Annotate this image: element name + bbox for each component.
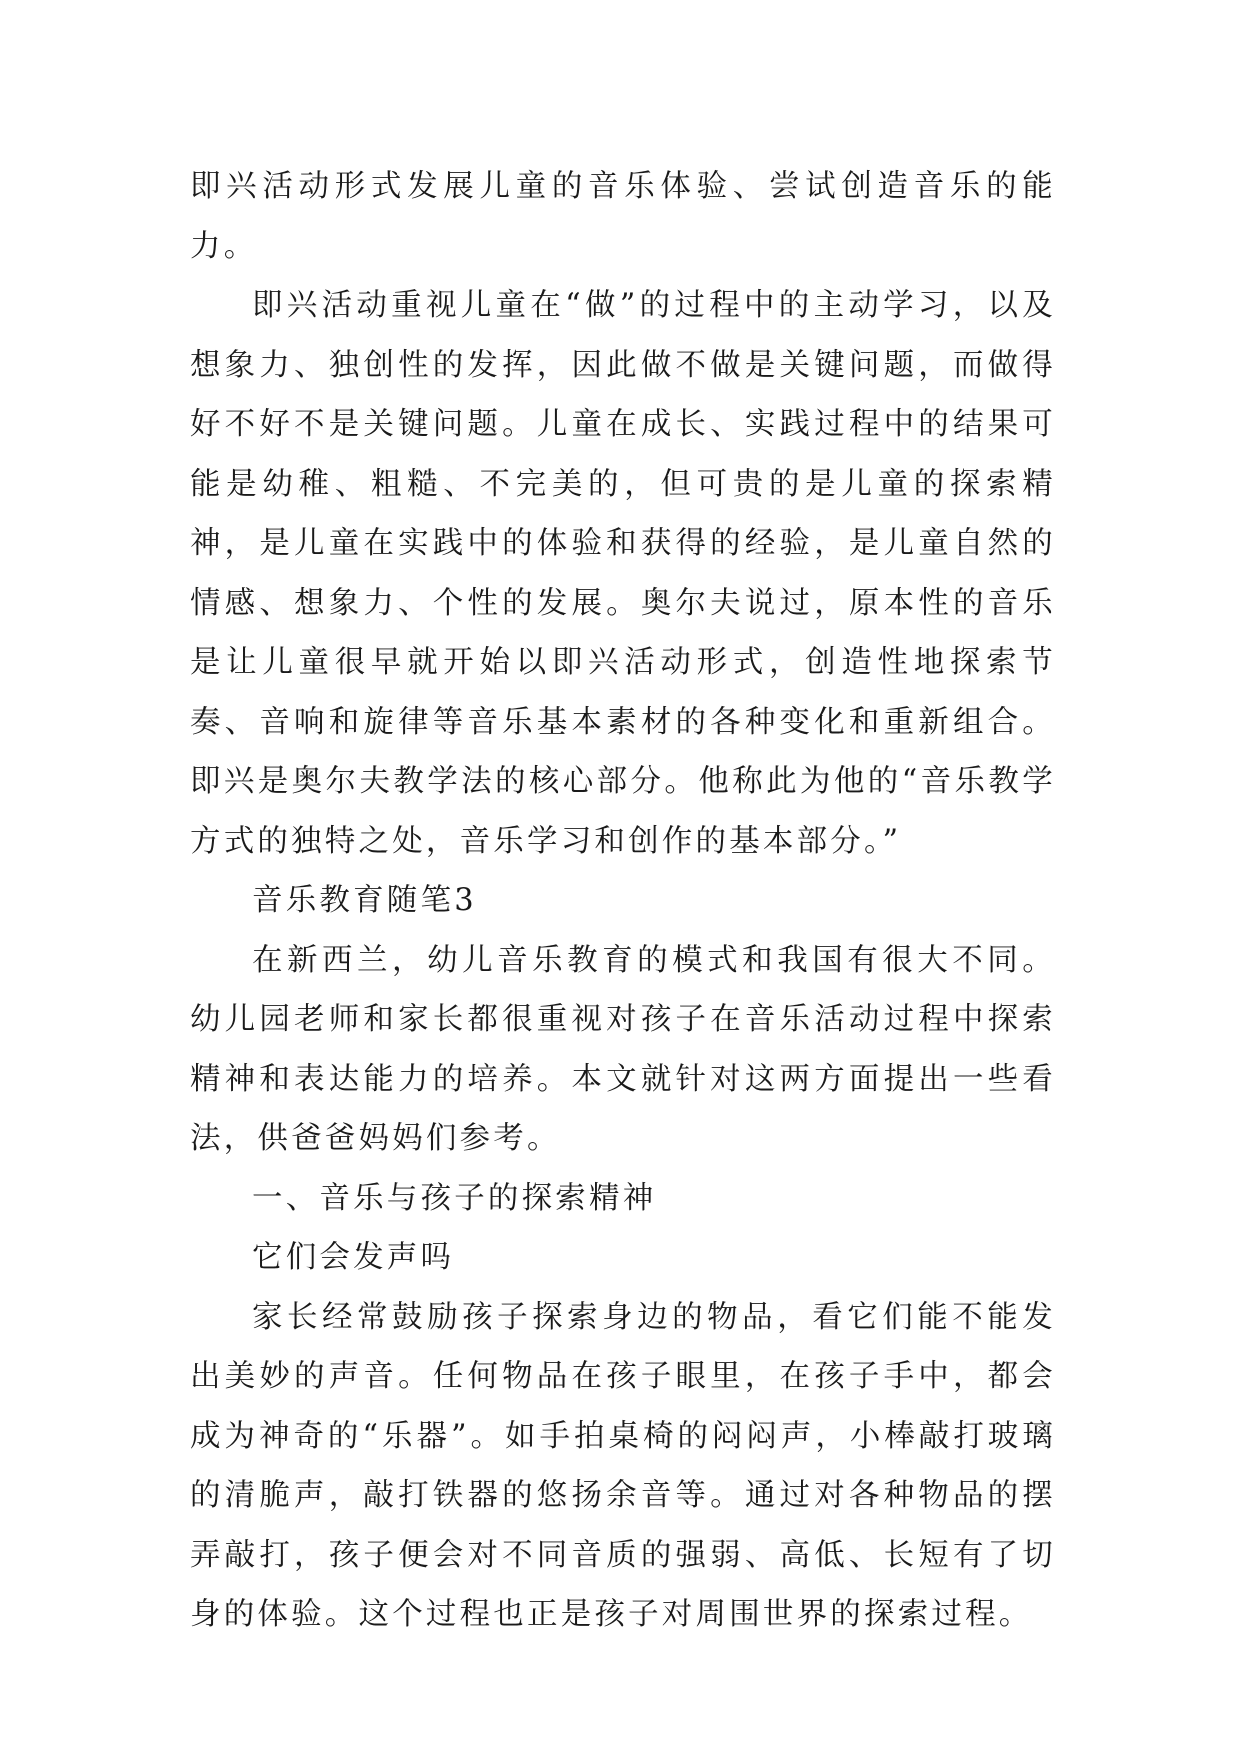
paragraph-new-zealand: 在新西兰，幼儿音乐教育的模式和我国有很大不同。幼儿园老师和家长都很重视对孩子在音乐活动过程中探索精神和表达能力的培养。本文就针对这两方面提出一些看法，供爸爸妈妈们参考。	[190, 942, 1056, 1156]
paragraph-improvisation: 即兴活动重视儿童在“做”的过程中的主动学习，以及想象力、独创性的发挥，因此做不做是关键问题，而做得好不好不是关键问题。儿童在成长、实践过程中的结果可能是幼稚、粗糙、不完美的，但可贵的是儿童的探索精神，是儿童在实践中的体验和获得的经验，是儿童自然的情感、想象力、个性的发展。奥尔夫说过，原本性的音乐是让儿童很早就开始以即兴活动形式，创造性地探索节奏、音响和旋律等音乐基本素材的各种变化和重新组合。即兴是奥尔夫教学法的核心部分。他称此为他的“音乐教学方式的独特之处，音乐学习和创作的基本部分。”	[190, 288, 1056, 859]
document-body	[190, 157, 1056, 1645]
paragraph-exploration: 家长经常鼓励孩子探索身边的物品，看它们能不能发出美妙的声音。任何物品在孩子眼里，在孩子手中，都会成为神奇的“乐器”。如手拍桌椅的闷闷声，小棒敲打玻璃的清脆声，敲打铁器的悠扬余音等。通过对各种物品的摆弄敲打，孩子便会对不同音质的强弱、高低、长短有了切身的体验。这个过程也正是孩子对周围世界的探索过程。	[190, 1299, 1056, 1632]
subsection-subheading: 它们会发声吗	[252, 1240, 455, 1275]
section-title: 音乐教育随笔3	[252, 883, 477, 918]
paragraph-continuation: 即兴活动形式发展儿童的音乐体验、尝试创造音乐的能力。	[190, 169, 1056, 264]
subsection-heading: 一、音乐与孩子的探索精神	[252, 1180, 657, 1216]
